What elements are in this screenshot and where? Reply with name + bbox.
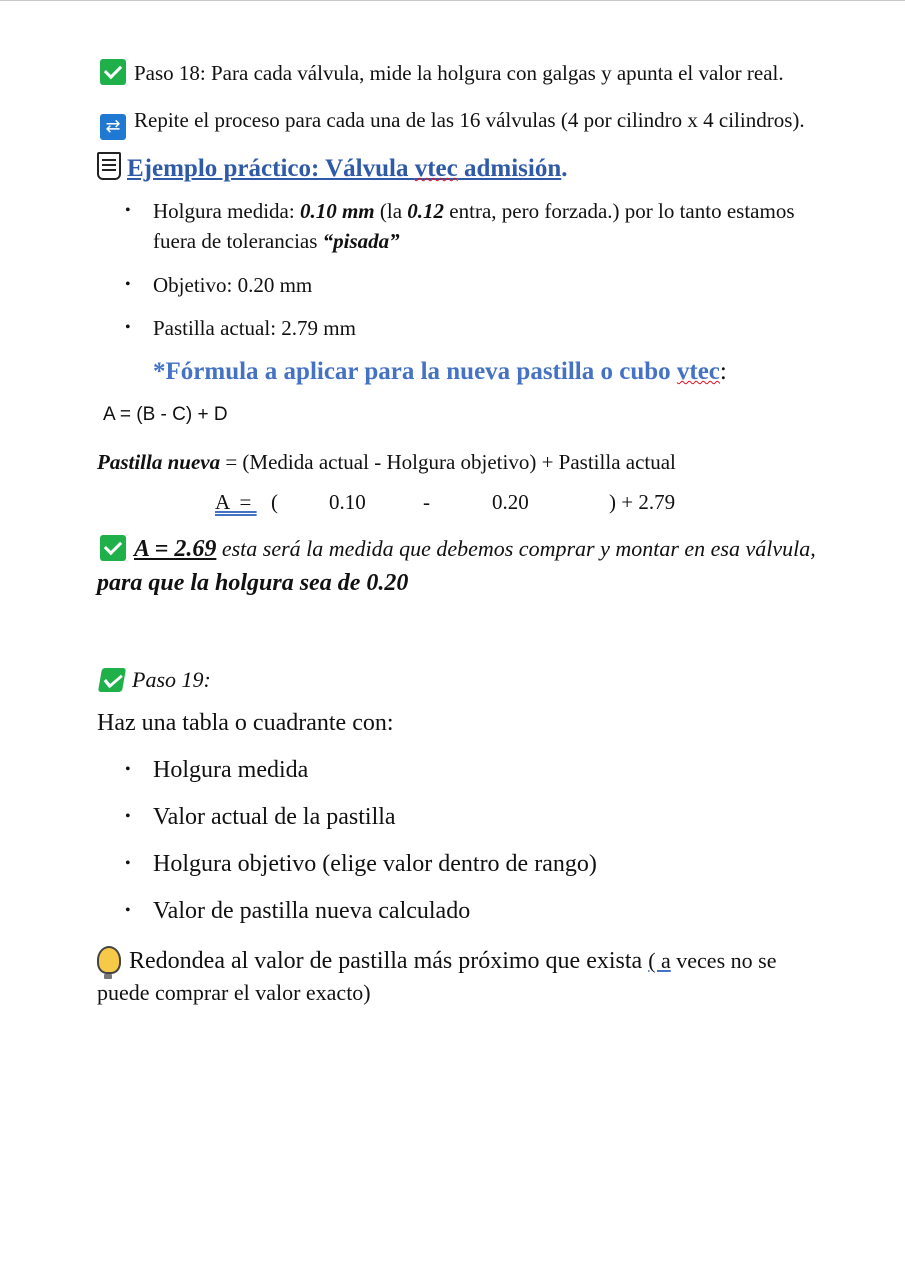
result-paragraph xyxy=(97,532,817,600)
formula-named-bold: Pastilla nueva xyxy=(97,450,221,474)
document-page xyxy=(97,58,817,1009)
tip-link-text: ( a xyxy=(648,948,671,973)
formula-title-colon: : xyxy=(719,358,727,385)
formula-title-vtec: vtec xyxy=(676,358,720,385)
calc-lhs: A = xyxy=(215,490,257,514)
list-item: • Valor actual de la pastilla xyxy=(97,801,817,833)
example-title-part2: admisión xyxy=(457,155,562,182)
lightbulb-icon xyxy=(97,946,121,974)
page-top-border xyxy=(0,0,905,1)
list-item: • Valor de pastilla nueva calculado xyxy=(97,895,817,927)
check-mark-icon xyxy=(100,535,126,561)
repeat-text: Repite el proceso para cada una de las 16 válvulas (4 por cilindro x 4 cilindros). xyxy=(134,108,805,132)
list-item-objetivo: • Objetivo: 0.20 mm xyxy=(97,270,817,300)
step-18-text: Paso 18: Para cada válvula, mide la holgura con galgas y apunta el valor real. xyxy=(134,61,784,85)
step-19-list xyxy=(97,754,817,927)
repeat-paragraph xyxy=(97,105,817,140)
example-title-end: . xyxy=(561,155,568,182)
repeat-icon: ⇄ xyxy=(100,114,126,140)
calc-target-value: 0.20 xyxy=(492,490,529,514)
formula-expression: A = (B - C) + D xyxy=(103,404,228,425)
formula-named-paragraph xyxy=(97,447,817,478)
bullet-1-prefix: Holgura medida: xyxy=(153,199,300,223)
step-18-paragraph xyxy=(97,58,817,89)
tip-main-text: Redondea al valor de pastilla más próximo que exista xyxy=(129,948,649,974)
calc-minus: - xyxy=(423,490,430,514)
check-mark-icon xyxy=(98,668,126,692)
calc-close-plus: ) + 2.79 xyxy=(609,490,676,514)
step-19-label: Paso 19: xyxy=(132,667,211,692)
example-heading xyxy=(97,152,817,186)
example-title-vtec: vtec xyxy=(414,155,458,182)
step-19-label-paragraph xyxy=(97,664,817,695)
tip-tail-text: veces no se puede comprar el valor exacto) xyxy=(97,948,777,1005)
formula-heading xyxy=(97,355,817,389)
bullet-1-measured: 0.10 mm xyxy=(299,199,375,223)
list-item-holgura-medida xyxy=(97,196,817,256)
result-bold-text: para que la holgura sea de 0.20 xyxy=(97,570,409,596)
step-19-intro: Haz una tabla o cuadrante con: xyxy=(97,710,394,736)
tip-paragraph xyxy=(97,945,817,1009)
result-italic-text: esta será la medida que debemos comprar y montar en esa válvula, xyxy=(216,536,816,561)
calc-measured-value: 0.10 xyxy=(329,490,366,514)
formula-title-part1: *Fórmula a aplicar para la nueva pastilla o cubo xyxy=(153,358,677,385)
example-bullet-list xyxy=(97,196,817,343)
list-item-pastilla-actual: • Pastilla actual: 2.79 mm xyxy=(97,313,817,343)
list-item: • Holgura medida xyxy=(97,754,817,786)
formula-named-rest: = (Medida actual - Holgura objetivo) + Pastilla actual xyxy=(220,450,676,474)
calc-open-paren: ( xyxy=(271,490,278,514)
bullet-1-mid: (la xyxy=(374,199,408,223)
bullet-1-quote: “pisada” xyxy=(322,229,400,253)
example-title-part1: Ejemplo práctico: Válvula xyxy=(127,155,415,182)
check-mark-icon xyxy=(100,59,126,85)
calculation-row xyxy=(97,490,817,520)
list-item: • Holgura objetivo (elige valor dentro de rango) xyxy=(97,848,817,880)
bullet-1-after: entra, pero forzada.) por lo tanto estamos fuera de tolerancias xyxy=(153,199,795,253)
bullet-1-gauge: 0.12 xyxy=(407,199,445,223)
scroll-icon xyxy=(97,152,121,180)
result-value: A = 2.69 xyxy=(134,536,217,562)
